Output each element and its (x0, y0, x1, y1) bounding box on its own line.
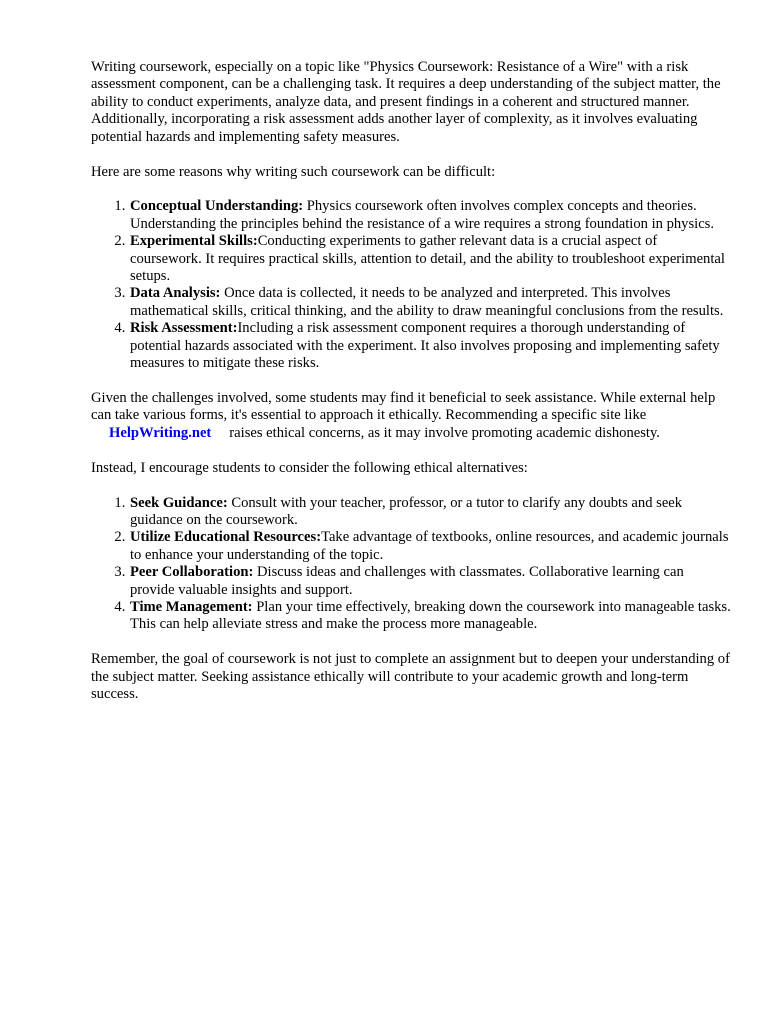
list-item (129, 320, 731, 372)
list-item-text: Once data is collected, it needs to be analyzed and interpreted. This involves mathematical skills, critical thinking, and the ability to draw meaningful conclusions from the results. (130, 285, 724, 319)
help-paragraph (91, 390, 731, 442)
list-item-title: Seek Guidance: (130, 494, 228, 511)
list-item (129, 495, 731, 530)
list-item-text: Discuss ideas and challenges with classmates. Collaborative learning can provide valuable insights and support. (130, 564, 684, 598)
list-item-title: Data Analysis: (130, 285, 221, 302)
list-item-title: Risk Assessment: (130, 320, 238, 337)
reasons-intro: Here are some reasons why writing such coursework can be difficult: (91, 163, 496, 180)
list-item-text: Plan your time effectively, breaking down the coursework into manageable tasks. This can help alleviate stress and make the process more manageable. (130, 599, 731, 633)
list-item-text: Consult with your teacher, professor, or a tutor to clarify any doubts and seek guidance on the coursework. (130, 494, 683, 529)
intro-paragraph: Writing coursework, especially on a topic like "Physics Coursework: Resistance of a Wire" with a risk assessment component, can be a challenging task. It requires a deep understanding of the subject matter, the ability to conduct experiments, analyze data, and present findings in a coherent and structured manner. Additionally, incorporating a risk assessment adds another layer of complexity, as it involves evaluating potential hazards and implementing safety measures. (91, 59, 721, 145)
list-item-text: Including a risk assessment component requires a thorough understanding of potential hazards associated with the experiment. It also involves proposing and implementing safety measures to mitigate these risks. (130, 320, 720, 372)
list-item-text: Take advantage of textbooks, online resources, and academic journals to enhance your understanding of the topic. (130, 529, 729, 563)
list-item-title: Conceptual Understanding: (130, 198, 304, 215)
list-item-text: Physics coursework often involves complex concepts and theories. Understanding the principles behind the resistance of a wire requires a strong foundation in physics. (130, 198, 714, 232)
list-item (129, 198, 731, 233)
list-item (129, 285, 731, 320)
alternatives-intro: Instead, I encourage students to consider the following ethical alternatives: (91, 459, 528, 476)
list-item (129, 529, 731, 564)
list-item-title: Peer Collaboration: (130, 564, 254, 581)
list-item-title: Time Management: (130, 599, 253, 616)
document-page (91, 59, 731, 721)
list-item-title: Experimental Skills: (130, 233, 258, 250)
conclusion-paragraph: Remember, the goal of coursework is not just to complete an assignment but to deepen your understanding of the subject matter. Seeking assistance ethically will contribute to your academic growth and long-term success. (91, 651, 730, 703)
list-item-text: Conducting experiments to gather relevant data is a crucial aspect of coursework. It requires practical skills, attention to detail, and the ability to troubleshoot experimental setups. (130, 233, 725, 285)
helpwriting-link[interactable]: HelpWriting.net (109, 424, 212, 441)
alternatives-list (91, 495, 731, 634)
list-item-title: Utilize Educational Resources: (130, 529, 322, 546)
help-text-after: raises ethical concerns, as it may involve promoting academic dishonesty. (229, 424, 660, 441)
list-item (129, 233, 731, 285)
reasons-list (91, 198, 731, 372)
list-item (129, 564, 731, 599)
list-item (129, 599, 731, 634)
help-text-before: Given the challenges involved, some students may find it beneficial to seek assistance. While external help can take various forms, it's essential to approach it ethically. Recommending a specific site like (91, 390, 716, 424)
